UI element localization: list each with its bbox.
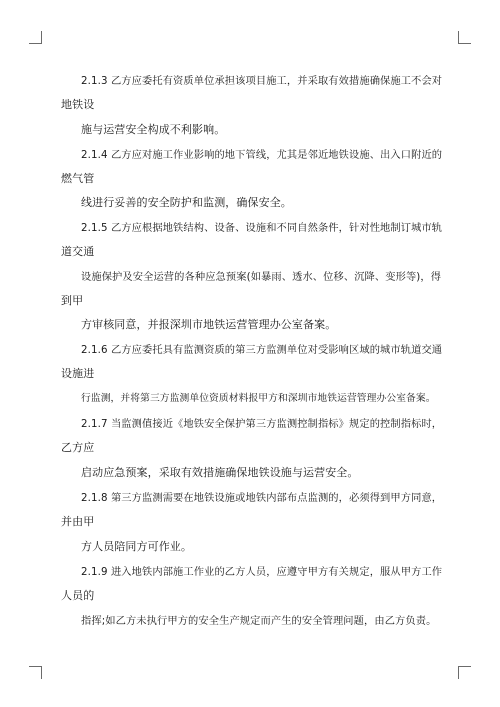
clause-2-1-8-line-3: 方人员陪同方可作业。 <box>81 540 192 553</box>
clause-2-1-8-line-2: 并由甲 <box>61 515 95 528</box>
clause-2-1-3-line-1: 2.1.3 乙方应委托有资质单位承担该项目施工，并采取有效措施确保施工不会对 <box>81 75 443 87</box>
clause-2-1-9-line-1: 2.1.9 进入地铁内部施工作业的乙方人员，应遵守甲方有关规定，服从甲方工作 <box>81 566 443 578</box>
clause-2-1-7-line-2: 乙方应 <box>61 441 95 454</box>
clause-2-1-4-line-2: 燃气管 <box>61 172 95 185</box>
clause-2-1-3-line-2: 地铁设 <box>61 98 95 111</box>
clause-2-1-6-line-2: 设施进 <box>61 367 95 380</box>
clause-2-1-3-line-3: 施与运营安全构成不利影响。 <box>81 123 226 136</box>
clause-2-1-7-line-1: 2.1.7 当监测值接近《地铁安全保护第三方监测控制指标》规定的控制指标时， <box>81 418 443 430</box>
clause-2-1-9-line-2: 人员的 <box>61 589 95 602</box>
clause-2-1-8-line-1: 2.1.8 第三方监测需要在地铁设施或地铁内部布点监测的，必须得到甲方同意， <box>81 492 443 504</box>
clause-2-1-4-line-3: 线进行妥善的安全防护和监测，确保安全。 <box>81 196 292 209</box>
clause-2-1-4-line-1: 2.1.4 乙方应对施工作业影响的地下管线，尤其是邻近地铁设施、出入口附近的 <box>81 149 443 161</box>
clause-2-1-7-line-3: 启动应急预案，采取有效措施确保地铁设施与运营安全。 <box>81 466 359 479</box>
clause-2-1-6-line-3: 行监测，并将第三方监测单位资质材料报甲方和深圳市地铁运营管理办公室备案。 <box>81 393 436 404</box>
clause-2-1-5-line-5: 方审核同意，并报深圳市地铁运营管理办公室备案。 <box>81 318 337 331</box>
clause-2-1-5-line-3: 设施保护及安全运营的各种应急预案(如暴雨、透水、位移、沉降、变形等)，得 <box>81 271 442 283</box>
clause-2-1-5-line-4: 到甲 <box>61 294 84 307</box>
clause-2-1-5-line-1: 2.1.5 乙方应根据地铁结构、设备、设施和不同自然条件，针对性地制订城市轨 <box>81 222 443 234</box>
clause-2-1-5-line-2: 道交通 <box>61 245 95 258</box>
clause-2-1-6-line-1: 2.1.6 乙方应委托具有监测资质的第三方监测单位对受影响区域的城市轨道交通 <box>81 344 443 356</box>
clause-2-1-9-line-3: 指挥;如乙方未执行甲方的安全生产规定而产生的安全管理问题，由乙方负责。 <box>81 615 437 627</box>
